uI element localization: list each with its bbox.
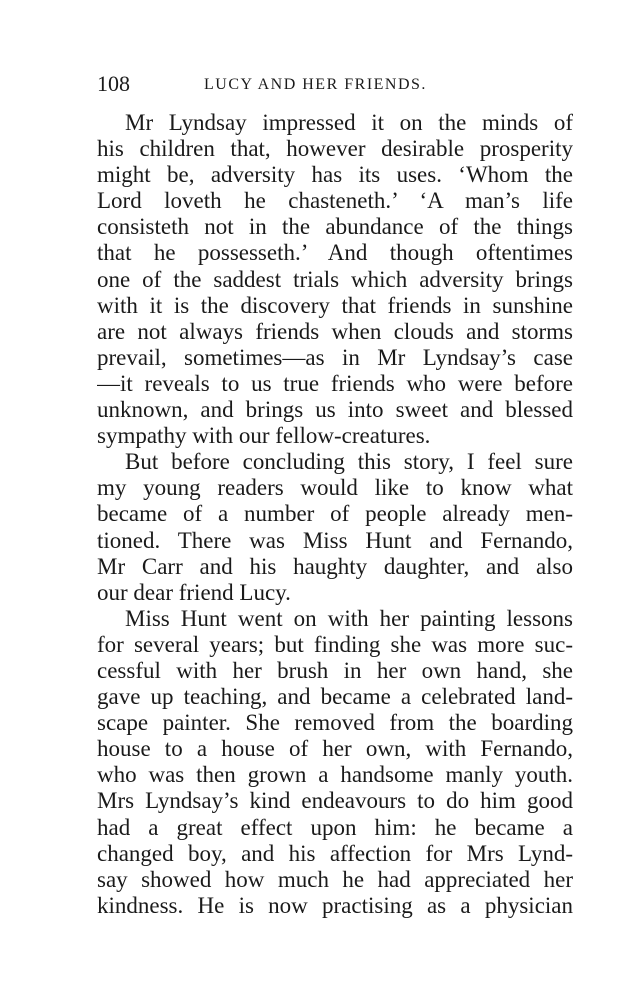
text-line: tioned. There was Miss Hunt and Fernando, xyxy=(97,527,573,553)
text-line: kindness. He is now practising as a physician xyxy=(97,892,573,918)
text-line: gave up teaching, and became a celebrated land- xyxy=(97,684,573,710)
text-line: consisteth not in the abundance of the things xyxy=(97,214,573,240)
text-line: might be, adversity has its uses. ‘Whom the xyxy=(97,162,573,188)
paragraph xyxy=(97,606,573,919)
paragraph xyxy=(97,449,573,606)
text-line: house to a house of her own, with Fernando, xyxy=(97,736,573,762)
text-line: Lord loveth he chasteneth.’ ‘A man’s life xyxy=(97,188,573,214)
text-line: became of a number of people already men- xyxy=(97,501,573,527)
text-line: with it is the discovery that friends in sunshine xyxy=(97,292,573,318)
text-line: sympathy with our fellow-creatures. xyxy=(97,423,431,449)
text-line: changed boy, and his affection for Mrs Lynd- xyxy=(97,840,573,866)
text-line: unknown, and brings us into sweet and blessed xyxy=(97,397,573,423)
text-line: had a great effect upon him: he became a xyxy=(97,814,573,840)
text-line: But before concluding this story, I feel sure xyxy=(125,449,573,475)
page-header xyxy=(97,70,577,98)
text-line: say showed how much he had appreciated her xyxy=(97,866,573,892)
text-line: his children that, however desirable prosperity xyxy=(97,136,573,162)
text-line: Mr Lyndsay impressed it on the minds of xyxy=(125,110,573,135)
paragraph xyxy=(97,110,573,449)
text-line: Miss Hunt went on with her painting lessons xyxy=(125,605,573,631)
text-line: who was then grown a handsome manly youth. xyxy=(97,762,573,788)
text-line: one of the saddest trials which adversity brings xyxy=(97,266,573,292)
text-line: that he possesseth.’ And though oftentimes xyxy=(97,240,573,266)
body-text xyxy=(97,110,573,919)
text-line: are not always friends when clouds and storms xyxy=(97,318,573,344)
text-line: Mr Carr and his haughty daughter, and also xyxy=(97,553,573,579)
text-line: Mrs Lyndsay’s kind endeavours to do him good xyxy=(97,788,573,814)
running-title: LUCY AND HER FRIENDS. xyxy=(204,76,427,93)
text-line: —it reveals to us true friends who were before xyxy=(97,370,573,396)
text-line: prevail, sometimes—as in Mr Lyndsay’s case xyxy=(97,344,573,370)
text-line: cessful with her brush in her own hand, she xyxy=(97,657,573,683)
page-number: 108 xyxy=(97,71,130,96)
text-line: my young readers would like to know what xyxy=(97,475,573,501)
text-line: for several years; but finding she was more suc- xyxy=(97,631,573,657)
text-line: our dear friend Lucy. xyxy=(97,579,291,605)
text-line: scape painter. She removed from the boarding xyxy=(97,710,573,736)
